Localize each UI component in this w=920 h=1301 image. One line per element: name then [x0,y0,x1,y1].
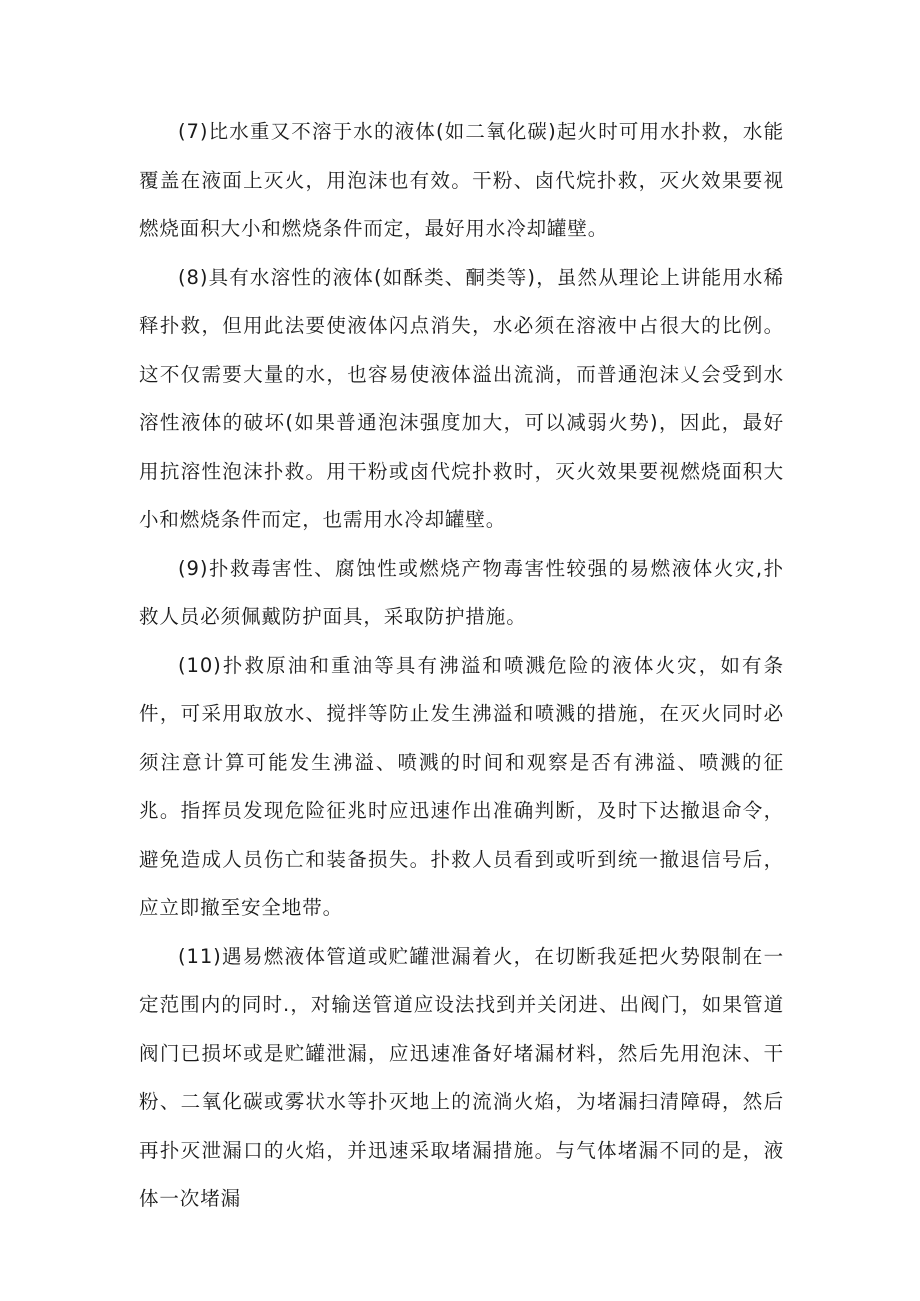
paragraph-8: (8)具有水溶性的液体(如酥类、酮类等)，虽然从理论上讲能用水稀释扑救，但用此法要使液体闪点消失，水必须在溶液中占很大的比例。这不仅需要大量的水，也容易使液体溢出流淌，而普通泡沫乂会受到水溶性液体的破坏(如果普通泡沫强度加大，可以减弱火势)，因此，最好用抗溶性泡沫扑救。用干粉或卤代烷扑救时，灭火效果要视燃烧面积大小和燃烧条件而定，也需用水冷却罐壁。 [139,265,784,531]
document-body [139,108,784,1224]
paragraph-7: (7)比水重又不溶于水的液体(如二氧化碳)起火时可用水扑救，水能覆盖在液面上灭火，用泡沫也有效。干粉、卤代烷扑救，灭火效果要视燃烧面积大小和燃烧条件而定，最好用水冷却罐壁。 [139,120,784,240]
paragraph-10: (10)扑救原油和重油等具有沸溢和喷溅危险的液体火灾，如有条件，可采用取放水、搅拌等防止发生沸溢和喷溅的措施，在灭火同时必须注意计算可能发生沸溢、喷溅的时间和观察是否有沸溢、喷溅的征兆。指挥员发现危险征兆时应迅速作出准确判断，及时下达撤退命令，避免造成人员伤亡和装备损失。扑救人员看到或听到统一撤退信号后，应立即撤至安全地带。 [139,653,784,919]
paragraph-9: (9)扑救毒害性、腐蚀性或燃烧产物毒害性较强的易燃液体火灾,扑救人员必须佩戴防护面具，采取防护措施。 [139,556,784,628]
paragraph-11: (11)遇易燃液体管道或贮罐泄漏着火，在切断我延把火势限制在一定范围内的同时.，对输送管道应设法找到并关闭进、出阀门，如果管道阀门已损坏或是贮罐泄漏，应迅速准备好堵漏材料，然后先用泡沫、干粉、二氧化碳或雾状水等扑灭地上的流淌火焰，为堵漏扫清障碍，然后再扑灭泄漏口的火焰，并迅速采取堵漏措施。与气体堵漏不同的是，液体一次堵漏 [139,944,784,1210]
